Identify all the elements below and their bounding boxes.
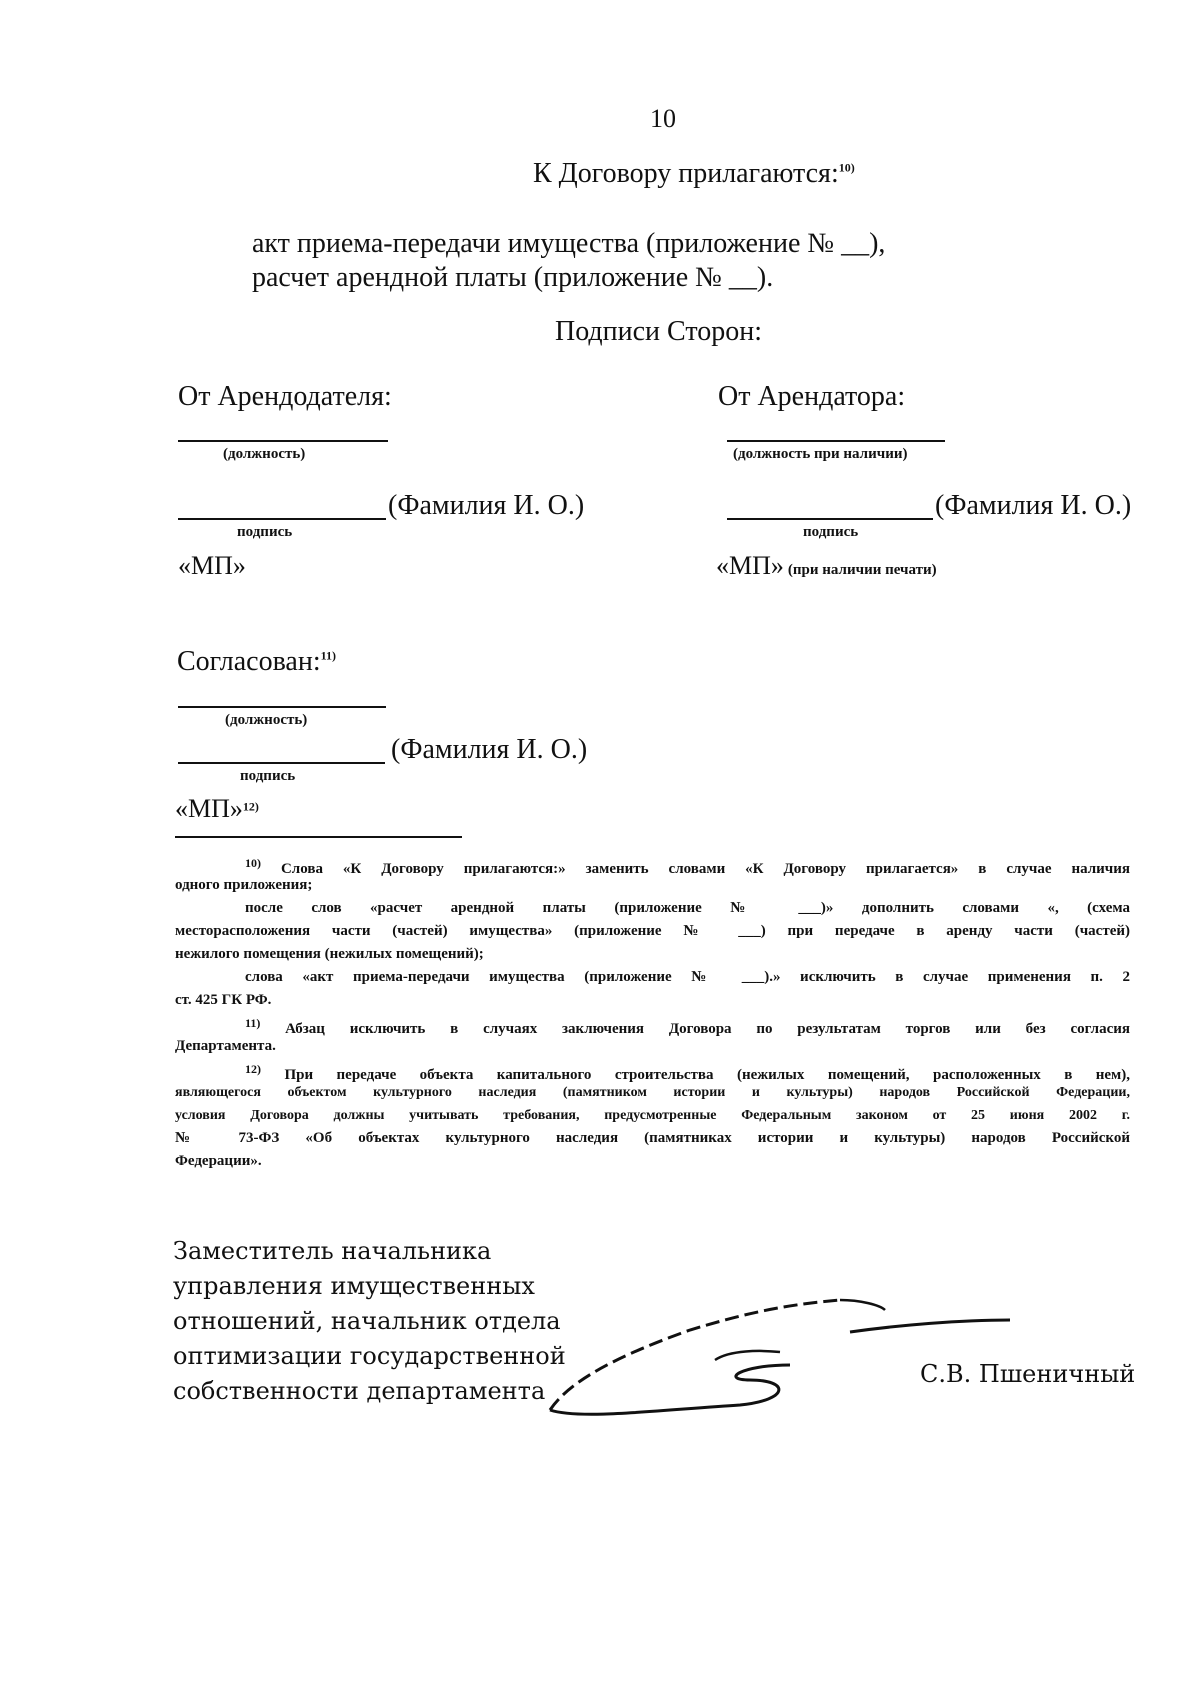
footnote-12-line-3: условия Договора должны учитывать требования, предусмотренные Федеральным законом от 25 июня 2002 г. bbox=[175, 1108, 1130, 1123]
landlord-title: От Арендодателя: bbox=[178, 381, 392, 412]
footnote-10-line-6: слова «акт приема-передачи имущества (приложение № ___).» исключить в случае применения п. 2 bbox=[245, 969, 1130, 985]
approval-signature-line bbox=[178, 762, 385, 764]
official-position-line-4: оптимизации государственной bbox=[173, 1342, 566, 1370]
footnote-11-mark: 11) bbox=[245, 1016, 261, 1030]
footnote-10-line-1 bbox=[175, 852, 1130, 881]
attachment-item-2: расчет арендной платы (приложение № __). bbox=[252, 262, 774, 293]
footnote-10-line-7: ст. 425 ГК РФ. bbox=[175, 992, 272, 1008]
tenant-stamp bbox=[716, 551, 937, 581]
attachments-heading bbox=[533, 158, 855, 190]
handwritten-signature bbox=[540, 1280, 1020, 1420]
tenant-name: (Фамилия И. О.) bbox=[935, 490, 1132, 521]
attachments-heading-text: К Договору прилагаются: bbox=[533, 158, 839, 189]
page-number: 10 bbox=[650, 104, 676, 133]
official-position-line-2: управления имущественных bbox=[173, 1272, 535, 1300]
official-position-line-5: собственности департамента bbox=[173, 1377, 546, 1405]
official-position-line-3: отношений, начальник отдела bbox=[173, 1307, 561, 1335]
approval-title bbox=[177, 646, 336, 678]
footnote-12-text-1: При передаче объекта капитального строительства (нежилых помещений, расположенных в нем), bbox=[284, 1067, 1131, 1083]
footnote-ref-12: 12) bbox=[242, 799, 259, 814]
tenant-stamp-note: (при наличии печати) bbox=[787, 562, 937, 578]
approval-position-caption: (должность) bbox=[225, 712, 308, 728]
footnote-ref-10: 10) bbox=[838, 160, 855, 175]
footnote-11-line-2: Департамента. bbox=[175, 1038, 276, 1054]
official-name: С.В. Пшеничный bbox=[920, 1360, 1136, 1388]
landlord-signature-line bbox=[178, 518, 386, 520]
footnote-10-line-3: после слов «расчет арендной платы (приложение № ___)» дополнить словами «, (схема bbox=[245, 900, 1130, 916]
footnote-11-line-1 bbox=[175, 1012, 1130, 1041]
footnote-separator bbox=[175, 836, 462, 838]
footnote-12-mark: 12) bbox=[245, 1062, 261, 1076]
footnote-10-mark: 10) bbox=[245, 856, 261, 870]
landlord-position-line bbox=[178, 440, 388, 442]
footnote-10-line-4: месторасположения части (частей) имущества» (приложение № ___) при передаче в аренду части (частей) bbox=[175, 923, 1130, 939]
attachment-item-1: акт приема-передачи имущества (приложение № __), bbox=[252, 228, 886, 259]
approval-title-text: Согласован: bbox=[177, 646, 321, 677]
footnote-10-line-2: одного приложения; bbox=[175, 877, 313, 893]
tenant-title: От Арендатора: bbox=[718, 381, 906, 412]
tenant-position-line bbox=[727, 440, 945, 442]
tenant-position-caption: (должность при наличии) bbox=[733, 446, 908, 462]
tenant-signature-caption: подпись bbox=[803, 524, 859, 540]
landlord-position-caption: (должность) bbox=[223, 446, 306, 462]
landlord-name: (Фамилия И. О.) bbox=[388, 490, 585, 521]
signatures-heading: Подписи Сторон: bbox=[555, 316, 762, 347]
approval-position-line bbox=[178, 706, 386, 708]
tenant-signature-line bbox=[727, 518, 933, 520]
footnote-ref-11: 11) bbox=[320, 648, 336, 663]
approval-name: (Фамилия И. О.) bbox=[391, 734, 588, 765]
footnote-12-line-5: Федерации». bbox=[175, 1153, 262, 1169]
approval-stamp-text: «МП» bbox=[175, 794, 243, 823]
tenant-stamp-text: «МП» bbox=[716, 551, 784, 580]
landlord-signature-caption: подпись bbox=[237, 524, 293, 540]
footnote-11-text-1: Абзац исключить в случаях заключения Договора по результатам торгов или без согласия bbox=[285, 1021, 1130, 1037]
approval-stamp bbox=[175, 794, 259, 824]
footnote-10-text-1: Слова «К Договору прилагаются:» заменить словами «К Договору прилагается» в случае наличия bbox=[280, 861, 1131, 877]
approval-signature-caption: подпись bbox=[240, 768, 296, 784]
footnote-10-line-5: нежилого помещения (нежилых помещений); bbox=[175, 946, 484, 962]
landlord-stamp: «МП» bbox=[178, 551, 246, 580]
footnote-12-line-2: являющегося объектом культурного наследия (памятником истории и культуры) народов Российской Федерации, bbox=[175, 1085, 1130, 1100]
official-position-line-1: Заместитель начальника bbox=[173, 1237, 492, 1265]
footnote-12-line-4: № 73-ФЗ «Об объектах культурного наследия (памятниках истории и культуры) народов Российской bbox=[175, 1130, 1130, 1146]
official-position bbox=[173, 1234, 566, 1409]
